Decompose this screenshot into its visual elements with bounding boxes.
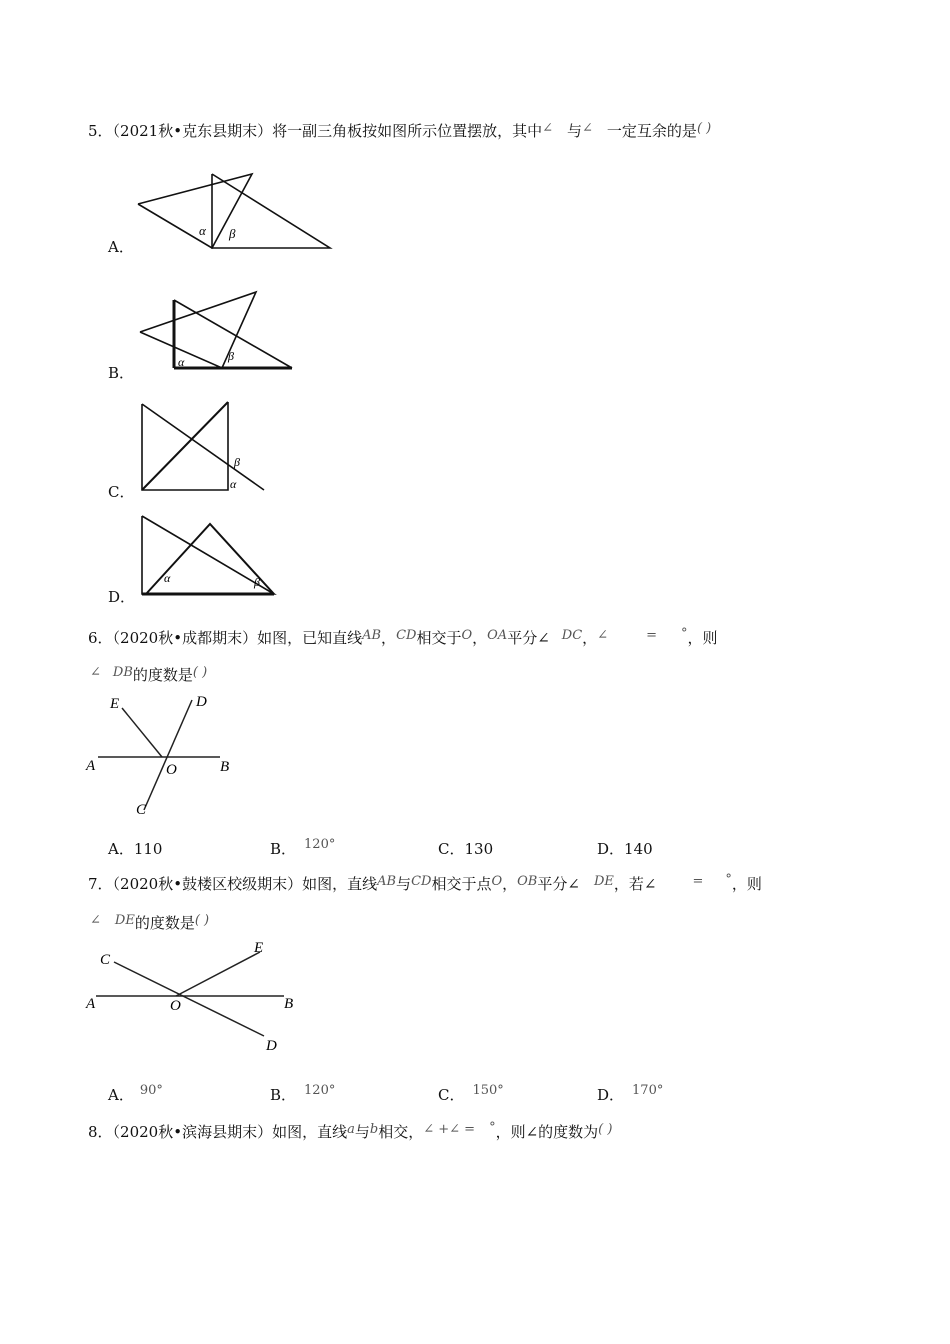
q7-label-o: O	[170, 998, 181, 1014]
q7-label-a: A	[86, 996, 96, 1012]
q7-text-a: 如图，直线	[302, 875, 378, 893]
q7-eq: =	[692, 874, 704, 889]
q7-option-a	[108, 1084, 163, 1105]
q8-yu: 与	[354, 1123, 370, 1141]
q6-option-b	[270, 838, 335, 859]
q5-option-d-label: D．	[108, 588, 136, 606]
q5-figure-c	[130, 398, 270, 496]
q6-label-e: E	[110, 696, 120, 712]
q6-label-o: O	[166, 762, 177, 778]
q7-label-d: D	[266, 1038, 277, 1054]
q6-option-d-label: D．	[597, 840, 625, 858]
q7-text-c: 平分∠	[537, 875, 580, 893]
q7-cd: CD	[411, 874, 432, 889]
q6-number: 6．	[88, 629, 113, 647]
q6-option-a	[108, 838, 162, 859]
q6-deg: °	[680, 626, 688, 641]
q7-line2-var: DE	[114, 913, 135, 928]
q6-option-b-label: B．	[270, 840, 297, 858]
q5-angle-2: ∠	[582, 121, 593, 136]
q5-figure-b	[130, 288, 305, 376]
q6-line2-text: 的度数是	[132, 666, 193, 684]
q6-label-d: D	[196, 694, 207, 710]
q7-option-d-label: D．	[597, 1086, 625, 1104]
q7-option-b-value: 120°	[304, 1083, 336, 1098]
q7-option-a-label: A．	[108, 1086, 134, 1104]
q5-number: 5．	[88, 122, 113, 140]
q6-stem: 6．（2020秋•成都期末）如图，已知直线AB，CD相交于O，OA平分∠ DC，∠ = °，则	[88, 626, 718, 647]
q5d-beta: β	[254, 575, 260, 589]
q5-option-c-label: C．	[108, 483, 135, 501]
q6-line2-var: DB	[112, 665, 133, 680]
q7-figure	[84, 936, 304, 1060]
q6-eq: =	[646, 628, 657, 643]
q7-yu: 与	[396, 875, 412, 893]
q6-paren: ( )	[192, 665, 208, 680]
q8-paren: ( )	[598, 1122, 613, 1137]
q5-option-b-label: B．	[108, 364, 135, 382]
q7-o: O	[491, 874, 503, 889]
q6-option-b-value: 120°	[304, 837, 336, 852]
q6-ab: AB	[362, 628, 382, 643]
q6-label-b: B	[220, 759, 230, 775]
q8-expr: ∠ +∠ =	[423, 1122, 476, 1137]
q6-stem-line2	[90, 664, 207, 685]
q7-stem-line2	[90, 912, 209, 933]
q6-text-c: 平分∠	[507, 629, 550, 647]
q6-oa: OA	[487, 628, 508, 643]
q7-option-c-label: C．	[438, 1086, 465, 1104]
q7-ruo: ，若∠	[613, 875, 657, 893]
q5-text-b: 一定互余的是	[606, 122, 697, 140]
q5-stem	[88, 120, 711, 141]
q6-option-a-value: 110	[133, 840, 163, 858]
q5-yu: 与	[567, 122, 583, 140]
q5b-alpha: α	[178, 355, 185, 369]
q5-option-a-label: A．	[108, 238, 134, 256]
q5-angle-1: ∠	[542, 121, 553, 136]
q8-text-b: 相交，	[378, 1123, 424, 1141]
q8-text-c: ，则∠	[495, 1123, 539, 1141]
q8-text-a: 如图，直线	[272, 1123, 348, 1141]
q5a-alpha: α	[199, 223, 206, 238]
q7-label-e: E	[254, 940, 264, 956]
q7-line2-angle: ∠	[90, 913, 101, 928]
q5c-alpha: α	[230, 477, 237, 491]
q6-option-d-value: 140	[624, 840, 653, 858]
q8-b: b	[369, 1122, 379, 1137]
q6-source: （2020秋•成都期末）	[112, 629, 258, 647]
q8-number: 8．	[88, 1123, 113, 1141]
q7-source: （2020秋•鼓楼区校级期末）	[112, 875, 303, 893]
q6-o: O	[461, 628, 473, 643]
q5-figure-d	[132, 510, 280, 598]
q5-text-a: 将一副三角板按如图所示位置摆放，其中	[272, 122, 543, 140]
q5-paren: ( )	[696, 121, 712, 136]
q7-line2-text: 的度数是	[134, 914, 195, 932]
q5-source: （2021秋•克东县期末）	[112, 122, 273, 140]
q6-doc: DC	[561, 628, 583, 643]
q7-label-c: C	[100, 952, 111, 968]
q7-label-b: B	[284, 996, 294, 1012]
q5c-beta: β	[234, 455, 240, 469]
q5-figure-a	[130, 168, 340, 258]
q6-text-b: 相交于	[416, 629, 462, 647]
q7-number: 7．	[88, 875, 113, 893]
q6-label-a: A	[86, 758, 96, 774]
q8-text-d: 的度数为	[538, 1123, 599, 1141]
q6-cd: CD	[396, 628, 417, 643]
q6-angle-3: ∠	[597, 628, 609, 643]
q6-text-a: 如图，已知直线	[257, 629, 363, 647]
q7-option-d	[597, 1084, 663, 1105]
q6-figure	[84, 690, 244, 820]
q7-option-d-value: 170°	[632, 1083, 664, 1098]
q6-option-c-label: C．	[438, 840, 465, 858]
q7-text-b: 相交于点	[431, 875, 492, 893]
q6-label-c: C	[136, 802, 147, 818]
q6-option-d	[597, 838, 653, 859]
q7-stem: 7．（2020秋•鼓楼区校级期末）如图，直线AB与CD相交于点O，OB平分∠ DE，若∠ = °，则	[88, 872, 762, 893]
q6-ze: ，则	[687, 629, 718, 647]
q6-option-c-value: 130	[464, 840, 494, 858]
q8-a: a	[347, 1122, 355, 1137]
q7-option-b	[270, 1084, 335, 1105]
q5b-beta: β	[228, 349, 234, 363]
q6-line2-angle: ∠	[90, 665, 101, 680]
q7-option-a-value: 90°	[139, 1083, 163, 1098]
q7-ob: OB	[517, 874, 538, 889]
q7-deg: °	[725, 872, 732, 887]
q7-ze: ，则	[731, 875, 762, 893]
q7-option-c-value: 150°	[472, 1083, 504, 1098]
q7-option-c	[438, 1084, 504, 1105]
q5d-alpha: α	[164, 571, 171, 585]
q8-deg: °	[489, 1120, 496, 1135]
q5a-beta: β	[229, 226, 236, 241]
q6-option-a-label: A．	[108, 840, 134, 858]
q7-doe: DE	[593, 874, 614, 889]
q7-ab: AB	[377, 874, 397, 889]
q8-stem	[88, 1121, 612, 1142]
q8-source: （2020秋•滨海县期末）	[112, 1123, 273, 1141]
q7-option-b-label: B．	[270, 1086, 297, 1104]
q6-option-c	[438, 838, 493, 859]
q7-paren: ( )	[194, 913, 210, 928]
